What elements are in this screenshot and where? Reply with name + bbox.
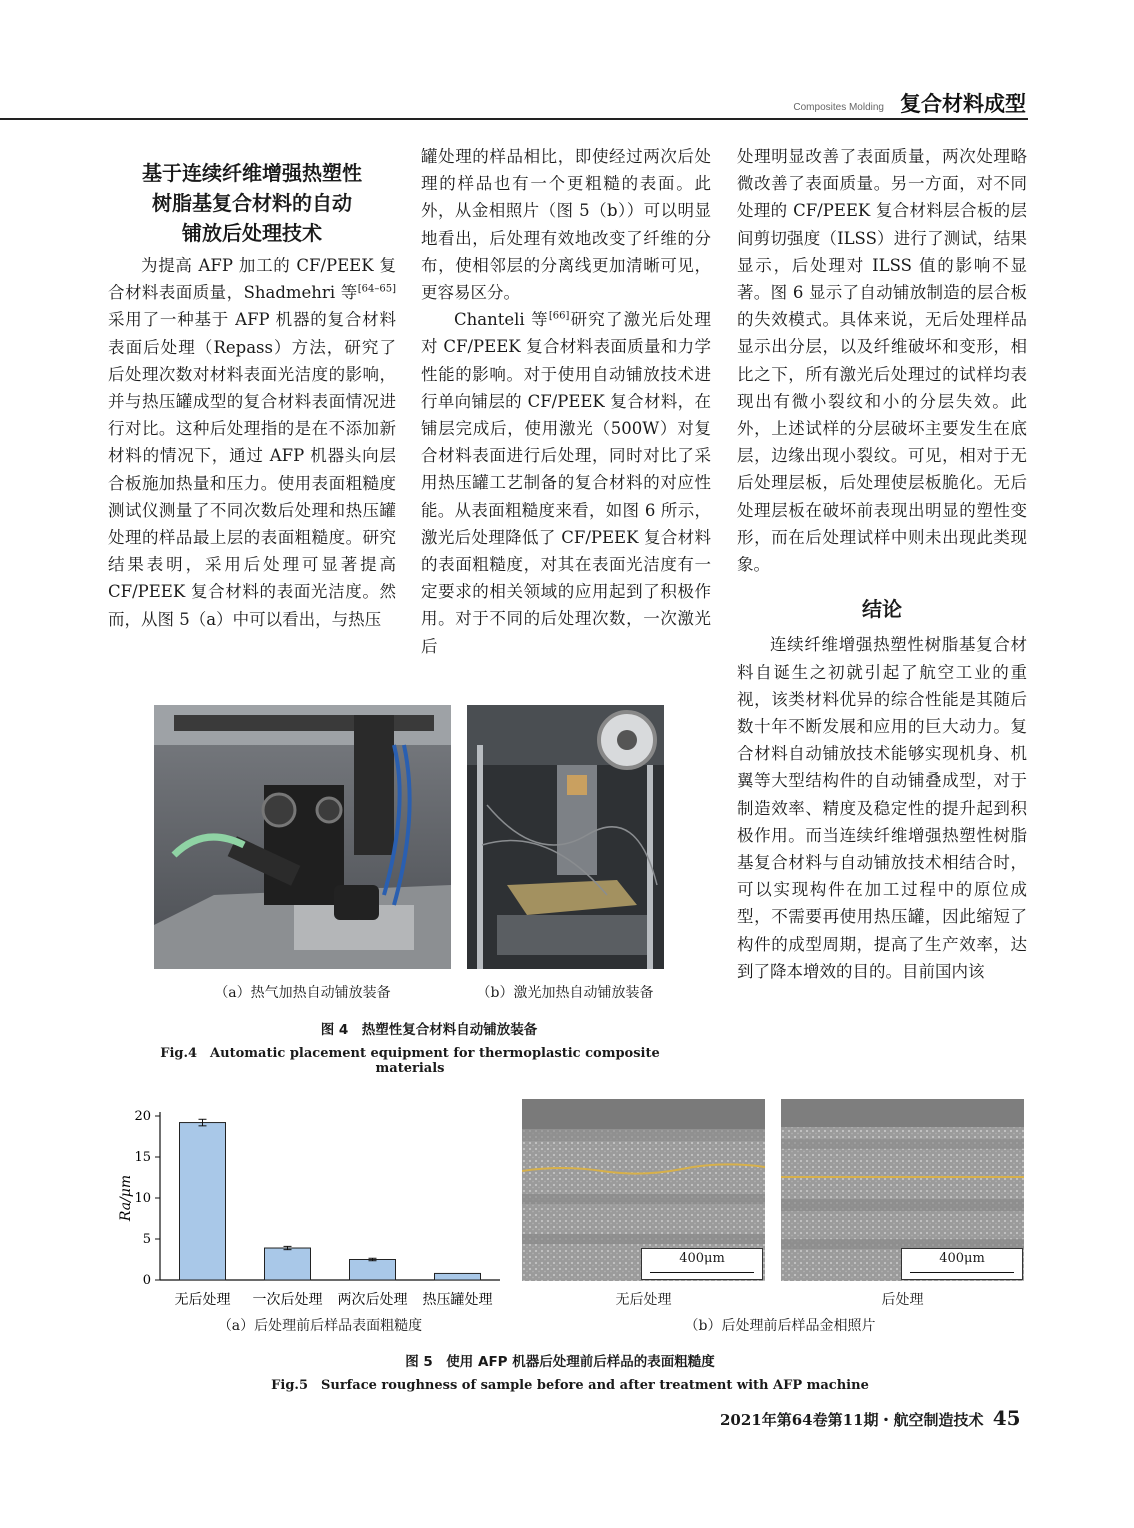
y-tick-label: 15 xyxy=(134,1150,151,1165)
journal-name-en: Composites Molding xyxy=(793,102,884,113)
hot-gas-afp-photo xyxy=(154,705,451,969)
y-tick-label: 5 xyxy=(142,1232,151,1247)
x-tick-label: 无后处理 xyxy=(174,1292,231,1308)
column-2 xyxy=(421,143,711,660)
fig4-sub-b-caption: （b）激光加热自动铺放装备 xyxy=(476,985,654,1001)
paragraph: 处理明显改善了表面质量，两次处理略微改善了表面质量。另一方面，对不同处理的 CF/PEEK 复合材料层合板的层间剪切强度（ILSS）进行了测试，结果显示，后处理对 ILSS 值的影响不显著。图 6 显示了自动铺放制造的层合板的失效模式。具体来说，无后处理样品显示出分层，以及纤维破坏和变形，相比之下，所有激光后处理过的试样均表现出有微小裂纹和小的分层失效。此外，上述试样的分层破坏主要发生在底层，边缘出现小裂纹。可见，相对于无后处理层板，后处理使层板脆化。无后处理层板在破坏前表现出明显的塑性变形，而在后处理试样中则未出现此类现象。 xyxy=(737,147,1027,575)
x-tick-label: 两次后处理 xyxy=(337,1292,408,1308)
scale-bar-left xyxy=(641,1248,763,1280)
paragraph: Chanteli 等[66]研究了激光后处理对 CF/PEEK 复合材料表面质量和力学性能的影响。对于使用自动铺放技术进行单向铺层的 CF/PEEK 复合材料，在铺层完成后，使用激光（500W）对复合材料表面进行后处理，同时对比了采用热压罐工艺制备的复合材料的对应性能。从表面粗糙度来看，如图 6 所示，激光后处理降低了 CF/PEEK 复合材料的表面粗糙度，对其在表面光洁度有一定要求的相关领域的应用起到了积极作用。对于不同的后处理次数，一次激光后 xyxy=(421,310,711,656)
y-tick-label: 10 xyxy=(134,1191,151,1206)
section-title xyxy=(108,158,396,248)
fig5-caption-cn: 图 5 使用 AFP 机器后处理前后样品的表面粗糙度 xyxy=(405,1354,715,1370)
laser-afp-photo xyxy=(467,705,664,969)
paragraph: 连续纤维增强热塑性树脂基复合材料自诞生之初就引起了航空工业的重视，该类材料优异的综合性能是其随后数十年不断发展和应用的巨大动力。复合材料自动铺放技术能够实现机身、机翼等大型结构件的自动铺叠成型，对于制造效率、精度及稳定性的提升起到积极作用。而当连续纤维增强热塑性树脂基复合材料与自动铺放技术相结合时，可以实现构件在加工过程中的原位成型，不需要再使用热压罐，因此缩短了构件的成型周期，提高了生产效率，达到了降本增效的目的。目前国内该 xyxy=(737,635,1027,981)
header-rule xyxy=(0,118,1028,120)
citation: [66] xyxy=(548,310,570,322)
citation: [64–65] xyxy=(357,283,396,295)
conclusion-title: 结论 xyxy=(862,597,902,622)
paragraph: 罐处理的样品相比，即使经过两次后处理的样品也有一个更粗糙的表面。此外，从金相照片（图 5（b））可以明显地看出，后处理有效地改变了纤维的分布，使相邻层的分离线更加清晰可见，更容易区分。 xyxy=(421,147,711,303)
fig4-sub-a-caption: （a）热气加热自动铺放装备 xyxy=(214,985,391,1001)
fig5-caption-en: Fig.5 Surface roughness of sample before and after treatment with AFP machine xyxy=(271,1378,869,1393)
page-footer xyxy=(720,1406,1021,1430)
paragraph: 为提高 AFP 加工的 CF/PEEK 复合材料表面质量，Shadmehri 等[64–65]采用了一种基于 AFP 机器的复合材料表面后处理（Repass）方法，研究了后处理次数对材料表面光洁度的影响，并与热压罐成型的复合材料表面情况进行对比。这种后处理指的是在不添加新材料的情况下，通过 AFP 机器头向层合板施加热量和压力。使用表面粗糙度测试仪测量了不同次数后处理和热压罐处理的样品最上层的表面粗糙度。研究结果表明，采用后处理可显著提高 CF/PEEK 复合材料的表面光洁度。然而，从图 5（a）中可以看出，与热压 xyxy=(108,256,396,629)
issue-info: 2021年第64卷第11期・航空制造技术 xyxy=(720,1411,984,1429)
bar xyxy=(265,1248,311,1280)
section-title-line: 树脂基复合材料的自动 xyxy=(152,191,352,215)
scale-bar-label: 400μm xyxy=(679,1251,725,1266)
micrograph-left-label: 无后处理 xyxy=(615,1292,672,1308)
bar xyxy=(180,1123,226,1280)
bar xyxy=(350,1260,396,1281)
roughness-bar-chart xyxy=(110,1100,510,1316)
scale-bar-right xyxy=(901,1248,1023,1280)
x-tick-label: 一次后处理 xyxy=(252,1292,323,1308)
page-number: 45 xyxy=(992,1406,1021,1430)
fig4-caption-cn: 图 4 热塑性复合材料自动铺放装备 xyxy=(320,1022,538,1038)
y-tick-label: 0 xyxy=(142,1273,151,1288)
fig5-sub-b-caption: （b）后处理前后样品金相照片 xyxy=(684,1318,876,1334)
x-tick-label: 热压罐处理 xyxy=(422,1292,493,1308)
fig4-caption-en: Fig.4 Automatic placement equipment for thermoplastic composite materials xyxy=(160,1046,660,1076)
y-tick-label: 20 xyxy=(134,1109,151,1124)
y-axis-label: Ra/μm xyxy=(118,1174,134,1222)
journal-name-cn: 复合材料成型 xyxy=(900,92,1026,116)
column-1 xyxy=(108,158,396,633)
bar xyxy=(435,1273,481,1280)
fig5-sub-a-caption: （a）后处理前后样品表面粗糙度 xyxy=(217,1318,423,1334)
column-3 xyxy=(737,143,1027,985)
section-title-line: 基于连续纤维增强热塑性 xyxy=(142,161,362,185)
scale-bar-label: 400μm xyxy=(939,1251,985,1266)
section-title-line: 铺放后处理技术 xyxy=(182,221,322,245)
micrograph-right-label: 后处理 xyxy=(881,1292,924,1308)
